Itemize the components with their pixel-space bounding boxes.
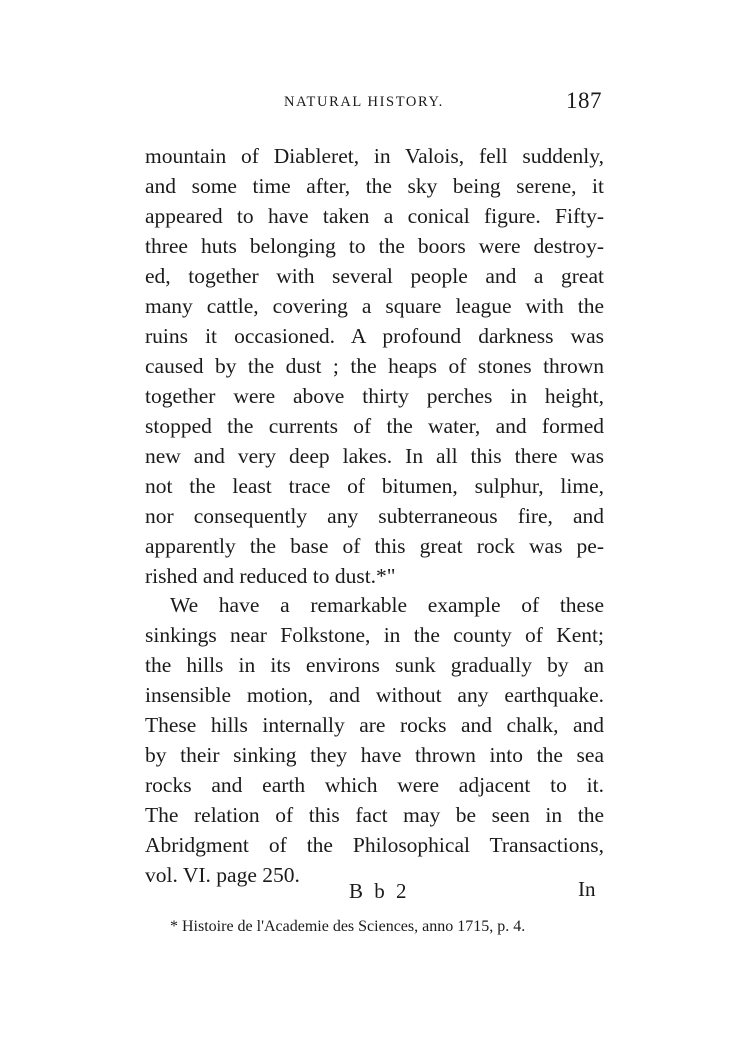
body-line-7: ruins it occasioned. A profound darkness was: [145, 324, 604, 348]
body-line-4: three huts belonging to the boors were destroy-: [145, 234, 604, 258]
body-line-19: insensible motion, and without any earthquake.: [145, 683, 604, 707]
body-line-17: sinkings near Folkstone, in the county of Kent;: [145, 623, 604, 647]
body-line-5: ed, together with several people and a great: [145, 264, 604, 288]
catchword: In: [578, 877, 596, 901]
body-line-18: the hills in its environs sunk gradually by an: [145, 653, 604, 677]
body-line-23: The relation of this fact may be seen in the: [145, 803, 604, 827]
body-line-8: caused by the dust ; the heaps of stones thrown: [145, 354, 604, 378]
body-line-6: many cattle, covering a square league with the: [145, 294, 604, 318]
footnote: * Histoire de l'Academie des Sciences, anno 1715, p. 4.: [170, 918, 526, 935]
body-line-24: Abridgment of the Philosophical Transactions,: [145, 833, 604, 857]
body-line-15: rished and reduced to dust.*": [145, 564, 396, 588]
page-number: 187: [566, 88, 602, 113]
body-line-16: We have a remarkable example of these: [170, 593, 604, 617]
body-line-2: and some time after, the sky being serene, it: [145, 174, 604, 198]
body-line-1: mountain of Diableret, in Valois, fell suddenly,: [145, 144, 604, 168]
body-line-3: appeared to have taken a conical figure. Fifty-: [145, 204, 604, 228]
body-line-14: apparently the base of this great rock was pe-: [145, 534, 604, 558]
body-line-12: not the least trace of bitumen, sulphur, lime,: [145, 474, 604, 498]
running-title: NATURAL HISTORY.: [284, 94, 444, 110]
body-line-11: new and very deep lakes. In all this there was: [145, 444, 604, 468]
body-line-21: by their sinking they have thrown into the sea: [145, 743, 604, 767]
body-line-9: together were above thirty perches in height,: [145, 384, 604, 408]
body-line-22: rocks and earth which were adjacent to it.: [145, 773, 604, 797]
body-line-13: nor consequently any subterraneous fire, and: [145, 504, 604, 528]
body-line-25: vol. VI. page 250.: [145, 863, 300, 887]
body-line-20: These hills internally are rocks and chalk, and: [145, 713, 604, 737]
body-line-10: stopped the currents of the water, and formed: [145, 414, 604, 438]
signature-mark: B b 2: [349, 879, 410, 903]
